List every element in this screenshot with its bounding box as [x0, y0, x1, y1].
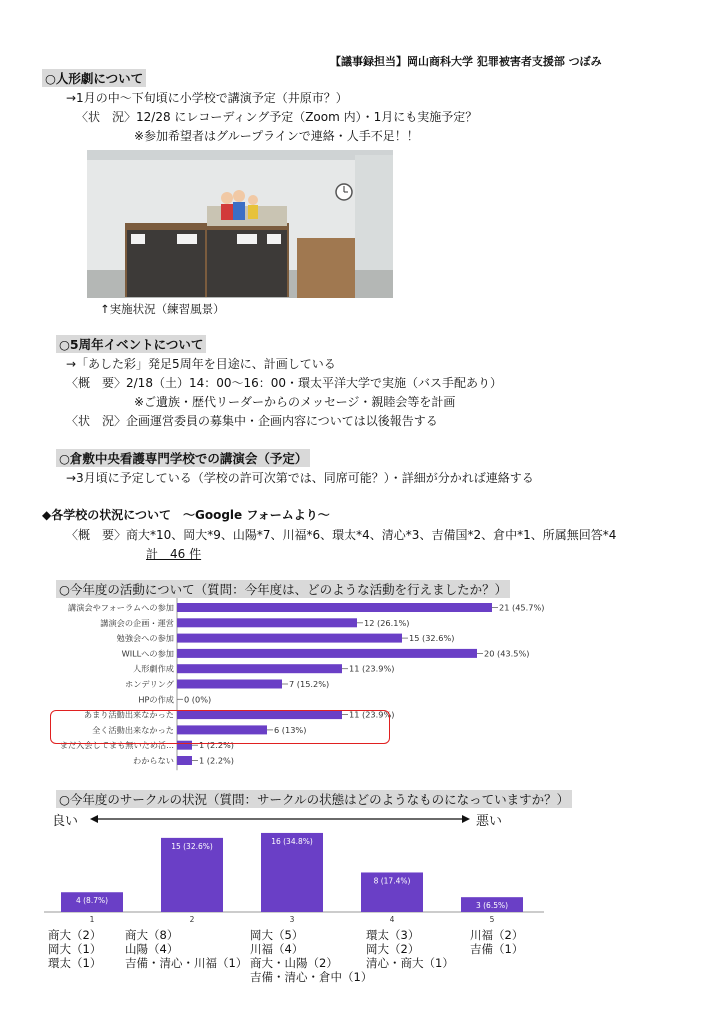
breakdown-entry: 環太（3） — [366, 928, 420, 942]
data-label: 20 (43.5%) — [484, 648, 530, 659]
puppet-line-1: →1月の中～下旬頃に小学校で講演予定（井原市？） — [66, 91, 348, 105]
data-label: 1 (2.2%) — [199, 740, 235, 751]
bar — [177, 603, 492, 612]
breakdown-entry: 吉備・清心・川福（1） — [125, 956, 248, 970]
category-label: 講演会の企画・運営 — [100, 617, 174, 628]
bar — [177, 618, 357, 627]
lecture-line-1: →3月頃に予定している（学校の許可次第では、同席可能？）・詳細が分かれば連絡する — [66, 471, 534, 485]
breakdown-entry: 清心・商大（1） — [366, 956, 454, 970]
breakdown-entry: 岡大（5） — [250, 928, 304, 942]
category-label: ホンデリング — [125, 679, 174, 689]
data-label: 11 (23.9%) — [349, 709, 395, 720]
schools-heading: ◆各学校の状況について ～Google フォームより～ — [42, 508, 330, 522]
breakdown-entry: 川福（2） — [470, 928, 524, 942]
bar — [177, 649, 477, 658]
breakdown-entry: 岡大（1） — [48, 942, 102, 956]
scale-arrow — [90, 812, 470, 826]
breakdown-entry: 商大（2） — [48, 928, 102, 942]
puppet-line-3: ※参加希望者はグループラインで連絡・人手不足！！ — [134, 129, 419, 143]
category-label: 勉強会への参加 — [116, 633, 174, 644]
highlight-box — [50, 710, 390, 744]
category-label: まだ入会してまも無いため活... — [59, 740, 174, 751]
category-label: 人形劇作成 — [133, 663, 174, 674]
data-label: 15 (32.6%) — [171, 841, 213, 851]
activity-bar-chart — [40, 598, 580, 774]
breakdown-entry: 商大（8） — [125, 928, 179, 942]
data-label: 21 (45.7%) — [499, 602, 545, 613]
lecture-heading: ○倉敷中央看護専門学校での講演会（予定） — [56, 449, 310, 467]
data-label: 0 (0%) — [184, 694, 212, 705]
data-label: 11 (23.9%) — [349, 663, 395, 674]
chart2-title: ○今年度のサークルの状況（質問：サークルの状態はどのようなものになっていますか？） — [56, 790, 572, 808]
anniversary-heading: ○5周年イベントについて — [56, 335, 206, 353]
tick-label: 1 — [89, 915, 95, 924]
chart1-title: ○今年度の活動について（質問：今年度は、どのような活動を行えましたか？） — [56, 580, 510, 598]
category-label: あまり活動出来なかった — [83, 709, 174, 720]
breakdown-entry: 山陽（4） — [125, 942, 179, 956]
breakdown-entry: 吉備（1） — [470, 942, 524, 956]
anniversary-line-1: →「あした彩」発足5周年を目途に、計画している — [66, 357, 336, 371]
schools-summary: 〈概 要〉商大*10、岡大*9、山陽*7、川福*6、環太*4、清心*3、吉備国*2、倉中*1、所属無回答*4 — [66, 528, 617, 542]
category-label: わからない — [133, 755, 174, 766]
category-label: 全く活動出来なかった — [92, 724, 174, 735]
tick-label: 4 — [389, 915, 395, 924]
puppet-line-2: 〈状 況〉12/28 にレコーディング予定（Zoom 内）・1月にも実施予定？ — [76, 110, 478, 124]
anniversary-line-3: ※ご遺族・歴代リーダーからのメッセージ・親睦会等を計画 — [134, 395, 456, 409]
schools-total: 計 46 件 — [146, 547, 202, 561]
anniversary-line-2: 〈概 要〉2/18（土）14：00～16：00・環太平洋大学で実施（バス手配あり） — [66, 376, 503, 390]
photo-caption: ↑実施状況（練習風景） — [100, 302, 225, 316]
scale-left-label: 良い — [52, 814, 79, 829]
data-label: 6 (13%) — [274, 724, 307, 735]
category-label: WILLへの参加 — [121, 648, 174, 659]
data-label: 1 (2.2%) — [199, 755, 235, 766]
breakdown-entry: 商大・山陽（2） — [250, 956, 338, 970]
tick-label: 5 — [489, 915, 495, 924]
puppet-heading: ○人形劇について — [42, 69, 146, 87]
circle-status-bar-chart — [44, 826, 544, 926]
data-label: 12 (26.1%) — [364, 617, 410, 628]
document-header: 【議事録担当】岡山商科大学 犯罪被害者支援部 つぼみ — [330, 55, 602, 68]
scale-right-label: 悪い — [476, 814, 503, 829]
bar — [177, 664, 342, 673]
breakdown-entry: 岡大（2） — [366, 942, 420, 956]
data-label: 7 (15.2%) — [289, 679, 330, 689]
tick-label: 3 — [289, 915, 295, 924]
breakdown-entry: 川福（4） — [250, 942, 304, 956]
category-label: 講演会やフォーラムへの参加 — [68, 602, 174, 613]
category-label: HPの作成 — [138, 694, 174, 705]
data-label: 15 (32.6%) — [409, 633, 455, 644]
data-label: 16 (34.8%) — [271, 836, 313, 846]
bar — [177, 756, 192, 765]
bar — [177, 680, 282, 689]
breakdown-entry: 環太（1） — [48, 956, 102, 970]
data-label: 4 (8.7%) — [75, 896, 109, 906]
anniversary-line-4: 〈状 況〉企画運営委員の募集中・企画内容については以後報告する — [66, 414, 438, 428]
bar — [177, 634, 402, 643]
breakdown-entry: 吉備・清心・倉中（1） — [250, 970, 373, 984]
data-label: 8 (17.4%) — [373, 876, 411, 886]
tick-label: 2 — [189, 915, 195, 924]
practice-photo — [87, 150, 393, 298]
data-label: 3 (6.5%) — [475, 901, 509, 911]
